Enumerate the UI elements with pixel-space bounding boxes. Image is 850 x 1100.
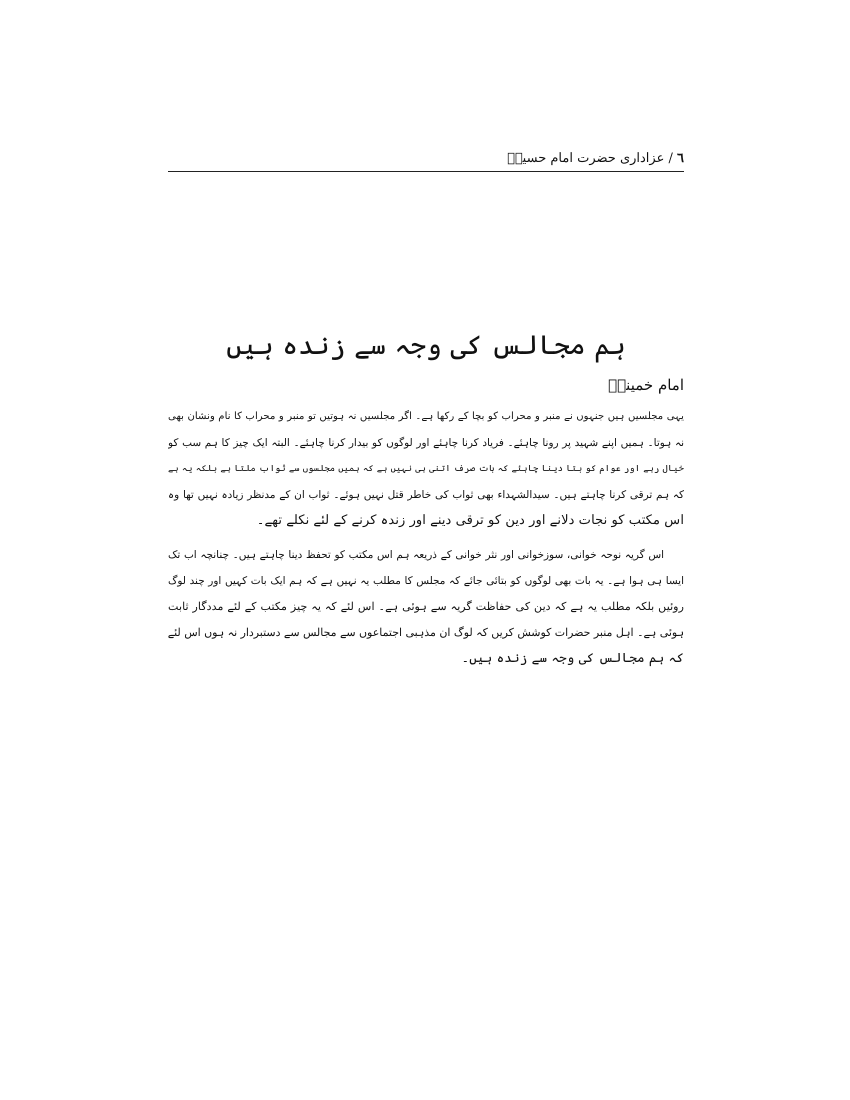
text-line: یہی مجلسیں ہیں جنہوں نے منبر و محراب کو بچا کے رکھا ہے۔ اگر مجلسیں نہ ہوتیں تو منبر و محراب کا نام ونشان بھی: [168, 411, 684, 422]
text-line: اس گریہ نوحہ خوانی، سوزخوانی اور نثر خوانی کے ذریعہ ہم اس مکتب کو تحفظ دینا چاہتے ہیں۔ چنانچہ اب تک: [168, 549, 664, 561]
text-line: ایسا ہی ہوا ہے۔ یہ بات بھی لوگوں کو بتائی جائے کہ مجلس کا مطلب یہ نہیں ہے کہ ہم ایک بات کہیں اور چند لوگ: [168, 575, 684, 587]
text-line: اس مکتب کو نجات دلانے اور دین کو ترقی دینے اور زندہ کرنے کے لئے نکلے تھے۔: [256, 513, 684, 528]
text-line: کہ ہم مجالس کی وجہ سے زندہ ہیں۔: [461, 651, 684, 666]
header-rule: [168, 171, 684, 172]
paragraph-gap: [168, 534, 684, 542]
paragraph-1: [168, 404, 684, 534]
page-number: ٦: [677, 151, 684, 166]
text-line: خیال رہے اور عوام کو بتا دینا چاہئے کہ بات صرف اتنی ہی نہیں ہے کہ ہمیں مجلسوں سے ثواب ملتا ہے بلکہ یہ ہے: [168, 463, 684, 474]
author-attribution: امام خمینیؒ: [608, 376, 684, 394]
text-line: نہ ہوتا۔ ہمیں اپنے شہید پر رونا چاہئے۔ فریاد کرنا چاہئے اور لوگوں کو بیدار کرنا چاہئے۔ البتہ ایک چیز کا ہم سب کو: [168, 437, 684, 449]
text-line: روئیں بلکہ مطلب یہ ہے کہ دین کی حفاظت گریہ سے ہوئی ہے۔ اس لئے کہ یہ چیز مکتب کے لئے مددگار ثابت: [168, 600, 684, 613]
paragraph-2: [168, 542, 684, 672]
running-title: عزاداری حضرت امام حسینؑ: [507, 151, 665, 166]
header-separator: /: [668, 151, 673, 166]
body-text: [168, 404, 684, 672]
text-line: کہ ہم ترقی کرنا چاہتے ہیں۔ سیدالشہداء بھی ثواب کی خاطر قتل نہیں ہوئے۔ ثواب ان کے مدنظر زیادہ نہیں تھا وہ: [168, 489, 684, 501]
chapter-title: ہم مجالس کی وجہ سے زندہ ہیں: [226, 330, 626, 361]
text-line: ہوئی ہے۔ اہل منبر حضرات کوشش کریں کہ لوگ ان مذہبی اجتماعوں سے مجالس سے دستبردار نہ ہوں اس لئے: [168, 626, 684, 639]
running-header: [168, 150, 684, 168]
